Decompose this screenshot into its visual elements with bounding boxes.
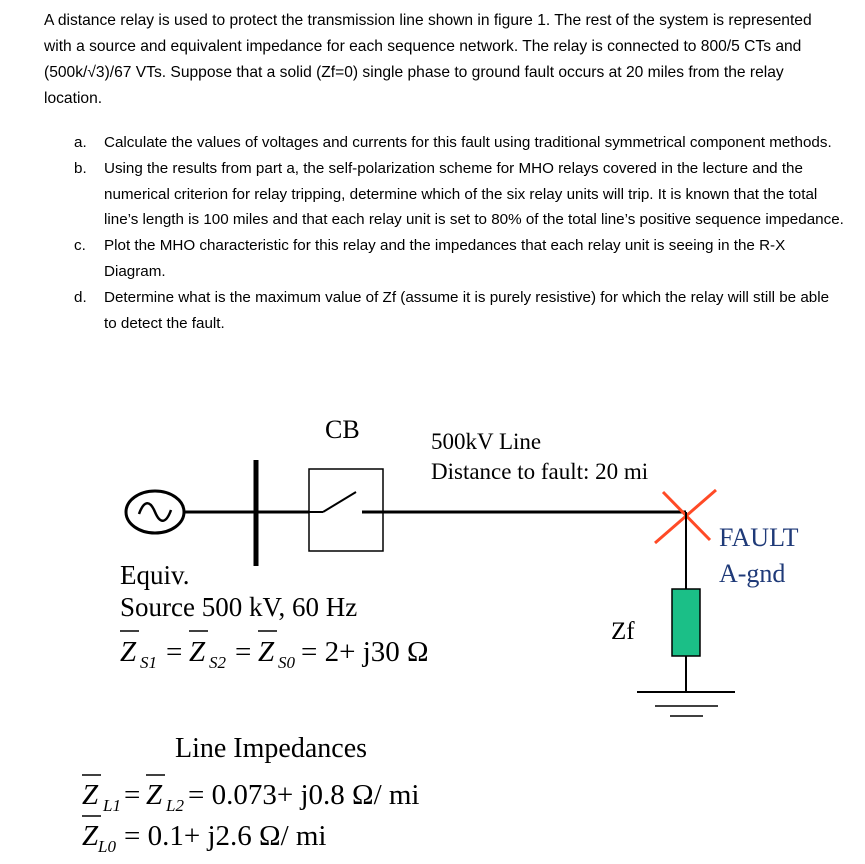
zl1-subscript: L1 [103,796,121,815]
zs-value: = 2+ j30 Ω [301,636,429,668]
question-text: Plot the MHO characteristic for this relay and the impedances that each relay unit is seeing in the R-X Diagram. [104,237,786,280]
source-impedance-equation [120,631,429,672]
zs1-subscript: S1 [140,653,157,672]
zl0-value: = 0.1+ j2.6 Ω/ mi [124,820,327,852]
source-rating: Source 500 kV, 60 Hz [120,592,358,622]
problem-intro: A distance relay is used to protect the transmission line shown in figure 1. The rest of the system is represented with a source and equivalent impedance for each sequence network. The relay is connected to 800/5 CTs and (500k/√3)/67 VTs. Suppose that a solid (Zf=0) single phase to ground fault occurs at 20 miles from the relay location. [44,12,812,107]
zero-sequence-impedance-equation [82,816,327,856]
zl1-value: = 0.073+ j0.8 Ω/ mi [188,779,420,811]
svg-text:Z: Z [120,636,137,668]
zs0-subscript: S0 [278,653,295,672]
svg-text:Z: Z [82,779,99,811]
cb-label: CB [325,415,360,444]
svg-text:Z: Z [82,820,99,852]
svg-text:Z: Z [258,636,275,668]
zf-label: Zf [611,618,635,645]
ac-source-icon [126,491,184,533]
question-letter: a. [74,134,87,151]
fault-impedance-zf [672,589,700,656]
circuit-breaker-icon [309,469,383,551]
question-letter: b. [74,159,87,177]
question-letter: d. [74,288,87,306]
fault-type-label: A-gnd [719,559,786,588]
svg-text:=: = [124,779,141,811]
positive-sequence-impedance-equation [82,775,420,815]
line-label: 500kV Line [431,429,542,454]
source-title: Equiv. [120,560,190,590]
question-text: Determine what is the maximum value of Zf (assume it is purely resistive) for which the relay will still be able to detect the fault. [104,288,830,332]
ground-icon [637,692,735,716]
svg-text:=: = [166,636,183,668]
zl0-subscript: L0 [98,837,116,856]
svg-text:Z: Z [189,636,206,668]
line-impedances-title: Line Impedances [175,733,368,764]
question-text: Calculate the values of voltages and currents for this fault using traditional symmetrical component methods. [104,134,832,151]
zs2-subscript: S2 [209,653,226,672]
zl2-subscript: L2 [166,796,184,815]
question-text: Using the results from part a, the self-polarization scheme for MHO relays covered in the lecture and the numerical criterion for relay tripping, determine which of the six relay units will trip. It is known that the total line’s length is 100 miles and that each relay unit is set to 80% of the total line’s positive sequence impedance. [104,159,844,229]
svg-text:Z: Z [146,779,163,811]
question-letter: c. [74,237,86,255]
svg-text:=: = [235,636,252,668]
distance-label: Distance to fault: 20 mi [431,459,649,484]
fault-label: FAULT [719,523,799,552]
